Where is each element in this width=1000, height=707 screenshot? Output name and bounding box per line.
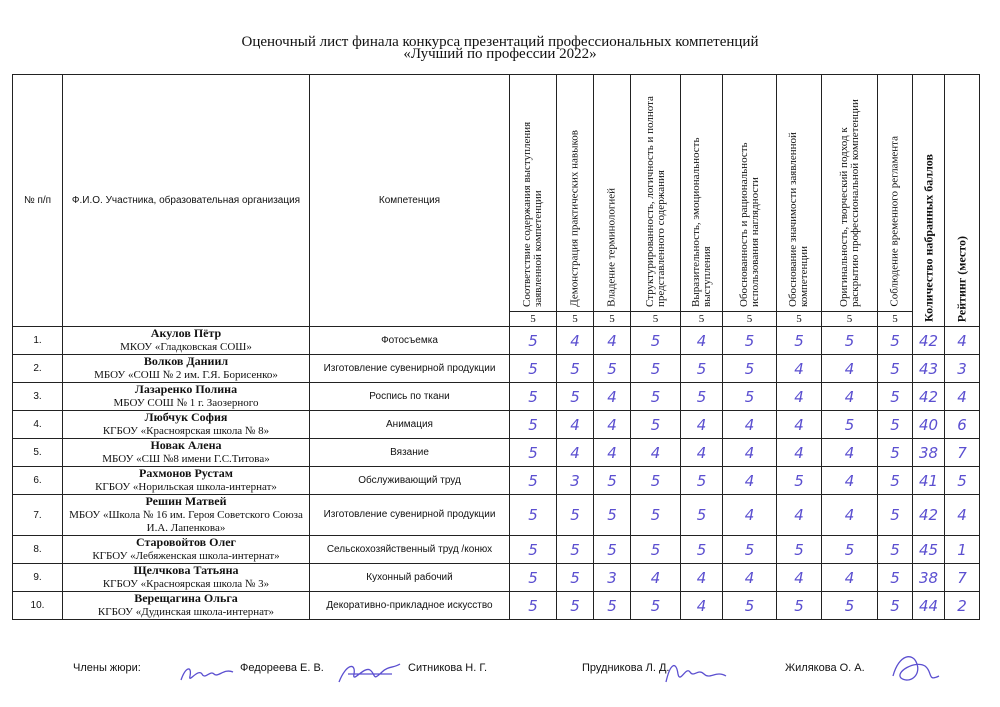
row-number: 7.: [13, 495, 63, 536]
jury-member: Прудникова Л. Д.: [582, 662, 670, 674]
participant-org: КГБОУ «Красноярская школа № 3»: [102, 578, 270, 590]
max-score: 5: [510, 312, 557, 327]
header-criterion: Структурированность, логичность и полнота представленного содержания: [631, 75, 681, 312]
score-cell: 5: [557, 564, 594, 592]
score-cell: 4: [822, 495, 878, 536]
participant-name: Волков Даниил: [143, 354, 229, 368]
header-num: № п/п: [13, 75, 63, 327]
table-row: [13, 411, 980, 439]
score-cell: 5: [878, 439, 913, 467]
max-score: 5: [822, 312, 878, 327]
participant-name: Любчук София: [144, 410, 228, 424]
table-row: [13, 536, 980, 564]
participant-org: МБОУ СОШ № 1 г. Заозерного: [113, 397, 259, 409]
header-criterion: Демонстрация практических навыков: [557, 75, 594, 312]
score-cell: 4: [777, 564, 822, 592]
score-cell: 4: [822, 355, 878, 383]
header-criterion: Соблюдение временного регламента: [878, 75, 913, 312]
score-cell: 4: [594, 327, 631, 355]
total-cell: 45: [913, 536, 945, 564]
row-number: 9.: [13, 564, 63, 592]
score-cell: 4: [631, 564, 681, 592]
participant-cell: [63, 383, 310, 411]
participant-cell: [63, 495, 310, 536]
score-cell: 5: [631, 592, 681, 620]
rank-cell: 4: [945, 383, 980, 411]
participant-org: КГБОУ «Красноярская школа № 8»: [102, 425, 270, 437]
score-cell: 4: [777, 495, 822, 536]
header-rating: Рейтинг (место): [945, 75, 980, 327]
score-cell: 5: [681, 536, 723, 564]
signature-1: [178, 660, 238, 688]
table-row: [13, 564, 980, 592]
participant-cell: [63, 355, 310, 383]
header-total: Количество набранных баллов: [913, 75, 945, 327]
score-cell: 4: [681, 564, 723, 592]
rank-cell: 2: [945, 592, 980, 620]
participant-cell: [63, 564, 310, 592]
score-cell: 4: [681, 592, 723, 620]
participant-name: Верещагина Ольга: [134, 591, 238, 605]
competence-cell: Декоративно-прикладное искусство: [310, 592, 510, 620]
participant-org: МБОУ «СОШ № 2 им. Г.Я. Борисенко»: [94, 369, 278, 381]
score-cell: 4: [723, 495, 777, 536]
score-cell: 4: [631, 439, 681, 467]
row-number: 3.: [13, 383, 63, 411]
score-cell: 4: [681, 411, 723, 439]
participant-name: Старовойтов Олег: [136, 535, 236, 549]
score-cell: 5: [878, 495, 913, 536]
score-cell: 5: [878, 592, 913, 620]
competence-cell: Изготовление сувенирной продукции: [310, 495, 510, 536]
score-cell: 5: [723, 355, 777, 383]
rank-cell: 5: [945, 467, 980, 495]
rank-cell: 3: [945, 355, 980, 383]
score-cell: 5: [681, 383, 723, 411]
score-cell: 5: [557, 592, 594, 620]
rank-cell: 7: [945, 564, 980, 592]
row-number: 8.: [13, 536, 63, 564]
score-cell: 5: [594, 495, 631, 536]
signature-4: [885, 646, 945, 690]
score-cell: 4: [557, 411, 594, 439]
max-score: 5: [878, 312, 913, 327]
table-row: [13, 467, 980, 495]
score-cell: 5: [510, 327, 557, 355]
score-cell: 5: [723, 383, 777, 411]
jury-member: Ситникова Н. Г.: [408, 662, 488, 674]
table-row: [13, 383, 980, 411]
signature-3: [660, 654, 730, 690]
header-row: [13, 75, 980, 312]
participant-org: КГБОУ «Норильская школа-интернат»: [95, 481, 277, 493]
score-cell: 5: [723, 327, 777, 355]
participant-org: КГБОУ «Дудинская школа-интернат»: [97, 606, 275, 618]
row-number: 10.: [13, 592, 63, 620]
score-cell: 5: [631, 495, 681, 536]
total-cell: 42: [913, 495, 945, 536]
rank-cell: 4: [945, 495, 980, 536]
score-cell: 4: [723, 439, 777, 467]
score-cell: 4: [777, 383, 822, 411]
score-cell: 5: [557, 495, 594, 536]
participant-cell: [63, 327, 310, 355]
competence-cell: Роспись по ткани: [310, 383, 510, 411]
score-cell: 5: [822, 536, 878, 564]
max-score: 5: [723, 312, 777, 327]
participant-org: МКОУ «Гладковская СОШ»: [120, 341, 252, 353]
total-cell: 41: [913, 467, 945, 495]
score-cell: 5: [822, 327, 878, 355]
max-score: 5: [557, 312, 594, 327]
row-number: 4.: [13, 411, 63, 439]
total-cell: 43: [913, 355, 945, 383]
max-score: 5: [594, 312, 631, 327]
score-cell: 5: [631, 411, 681, 439]
score-cell: 4: [594, 411, 631, 439]
score-cell: 5: [878, 411, 913, 439]
score-cell: 4: [557, 439, 594, 467]
score-cell: 5: [510, 383, 557, 411]
participant-name: Решин Матвей: [145, 494, 227, 508]
header-criterion: Выразительность, эмоциональность выступления: [681, 75, 723, 312]
competence-cell: Изготовление сувенирной продукции: [310, 355, 510, 383]
score-cell: 5: [631, 355, 681, 383]
score-cell: 4: [822, 439, 878, 467]
row-number: 6.: [13, 467, 63, 495]
score-cell: 5: [510, 592, 557, 620]
header-competence: Компетенция: [310, 75, 510, 327]
participant-name: Новак Алена: [150, 438, 222, 452]
total-cell: 42: [913, 383, 945, 411]
header-name: Ф.И.О. Участника, образовательная организация: [63, 75, 310, 327]
rank-cell: 7: [945, 439, 980, 467]
score-cell: 5: [631, 327, 681, 355]
jury-member: Жилякова О. А.: [785, 662, 865, 674]
score-cell: 5: [594, 592, 631, 620]
score-cell: 5: [878, 536, 913, 564]
score-cell: 5: [510, 564, 557, 592]
score-cell: 5: [777, 592, 822, 620]
score-cell: 5: [723, 536, 777, 564]
participant-cell: [63, 467, 310, 495]
participant-name: Рахмонов Рустам: [139, 466, 233, 480]
score-cell: 5: [822, 592, 878, 620]
header-criterion: Обоснование значимости заявленной компетенции: [777, 75, 822, 312]
score-cell: 5: [878, 355, 913, 383]
score-cell: 4: [822, 564, 878, 592]
score-cell: 4: [594, 439, 631, 467]
participant-cell: [63, 592, 310, 620]
competence-cell: Сельскохозяйственный труд /конюх: [310, 536, 510, 564]
score-cell: 5: [878, 467, 913, 495]
row-number: 5.: [13, 439, 63, 467]
score-cell: 5: [681, 467, 723, 495]
header-criterion: Обоснованность и рациональность использования наглядности: [723, 75, 777, 312]
score-cell: 4: [594, 383, 631, 411]
signature-2: [334, 656, 404, 690]
participant-name: Лазаренко Полина: [134, 382, 238, 396]
participant-name: Акулов Пётр: [150, 326, 222, 340]
table-row: [13, 592, 980, 620]
competence-cell: Анимация: [310, 411, 510, 439]
sheet-subtitle: «Лучший по профессии 2022»: [403, 46, 597, 62]
score-cell: 5: [631, 467, 681, 495]
jury-label: Члены жюри:: [73, 662, 141, 674]
score-cell: 4: [681, 327, 723, 355]
score-cell: 4: [777, 411, 822, 439]
score-cell: 5: [594, 467, 631, 495]
score-cell: 5: [878, 327, 913, 355]
score-cell: 5: [723, 592, 777, 620]
score-cell: 5: [822, 411, 878, 439]
score-cell: 3: [557, 467, 594, 495]
row-number: 2.: [13, 355, 63, 383]
header-criterion: Соответствие содержания выступления заявленной компетенции: [510, 75, 557, 312]
participant-org: МБОУ «Школа № 16 им. Героя Советского Союза И.А. Лапенкова»: [69, 509, 303, 534]
table-row: [13, 439, 980, 467]
competence-cell: Вязание: [310, 439, 510, 467]
score-cell: 5: [681, 495, 723, 536]
score-cell: 4: [777, 355, 822, 383]
table-row: [13, 495, 980, 536]
header-criterion: Оригинальность, творческий подход к раскрытию профессиональной компетенции: [822, 75, 878, 312]
competence-cell: Кухонный рабочий: [310, 564, 510, 592]
max-score: 5: [681, 312, 723, 327]
participant-cell: [63, 536, 310, 564]
score-cell: 4: [777, 439, 822, 467]
header-criterion: Владение терминологией: [594, 75, 631, 312]
participant-cell: [63, 411, 310, 439]
max-score: 5: [631, 312, 681, 327]
score-cell: 5: [777, 467, 822, 495]
score-cell: 4: [822, 467, 878, 495]
table-body: [13, 327, 980, 620]
score-cell: 5: [878, 383, 913, 411]
score-cell: 5: [557, 355, 594, 383]
total-cell: 40: [913, 411, 945, 439]
sheet-title: Оценочный лист финала конкурса презентаций профессиональных компетенций: [241, 34, 759, 50]
score-cell: 5: [594, 355, 631, 383]
score-cell: 5: [594, 536, 631, 564]
participant-cell: [63, 439, 310, 467]
rank-cell: 4: [945, 327, 980, 355]
row-number: 1.: [13, 327, 63, 355]
score-cell: 4: [723, 564, 777, 592]
score-cell: 5: [878, 564, 913, 592]
max-score: 5: [777, 312, 822, 327]
participant-name: Щелчкова Татьяна: [133, 563, 239, 577]
jury-member: Федореева Е. В.: [240, 662, 324, 674]
participant-org: МБОУ «СШ №8 имени Г.С.Титова»: [102, 453, 270, 465]
score-cell: 4: [723, 467, 777, 495]
table-row: [13, 327, 980, 355]
score-cell: 4: [681, 439, 723, 467]
score-cell: 4: [723, 411, 777, 439]
score-cell: 5: [510, 536, 557, 564]
score-cell: 4: [557, 327, 594, 355]
total-cell: 38: [913, 564, 945, 592]
total-cell: 44: [913, 592, 945, 620]
score-cell: 5: [510, 439, 557, 467]
score-cell: 5: [510, 355, 557, 383]
rank-cell: 6: [945, 411, 980, 439]
table-row: [13, 355, 980, 383]
score-cell: 5: [510, 411, 557, 439]
competence-cell: Обслуживающий труд: [310, 467, 510, 495]
score-cell: 3: [594, 564, 631, 592]
score-cell: 5: [777, 327, 822, 355]
score-cell: 5: [681, 355, 723, 383]
score-cell: 5: [557, 383, 594, 411]
score-cell: 4: [822, 383, 878, 411]
score-cell: 5: [631, 536, 681, 564]
total-cell: 38: [913, 439, 945, 467]
rank-cell: 1: [945, 536, 980, 564]
score-cell: 5: [557, 536, 594, 564]
participant-org: КГБОУ «Лебяженская школа-интернат»: [92, 550, 280, 562]
score-table: [12, 74, 980, 620]
competence-cell: Фотосъемка: [310, 327, 510, 355]
score-cell: 5: [510, 467, 557, 495]
score-cell: 5: [631, 383, 681, 411]
score-cell: 5: [510, 495, 557, 536]
score-cell: 5: [777, 536, 822, 564]
total-cell: 42: [913, 327, 945, 355]
